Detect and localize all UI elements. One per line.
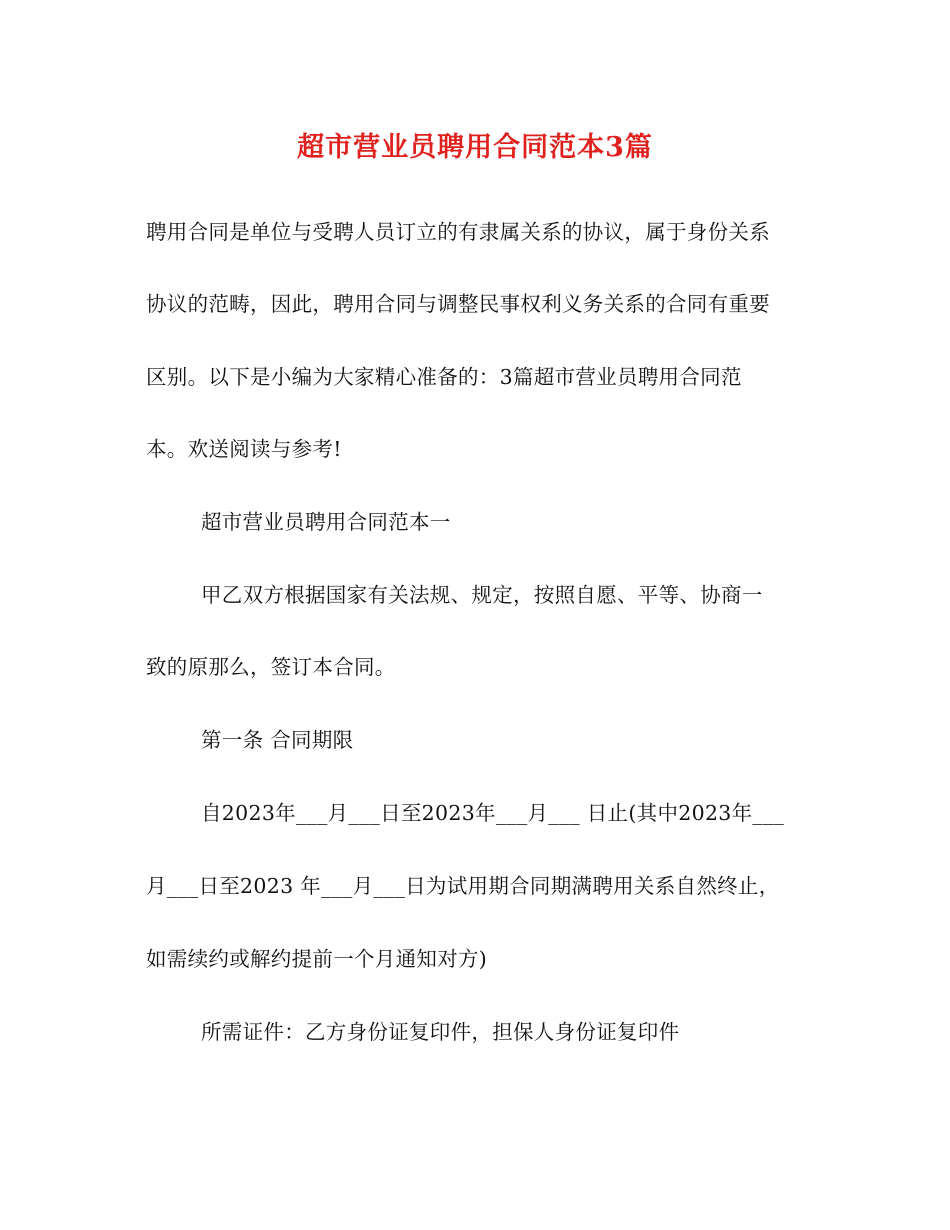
paragraph-line: 所需证件：乙方身份证复印件，担保人身份证复印件: [201, 1020, 680, 1044]
paragraph-line: 区别。以下是小编为大家精心准备的：3篇超市营业员聘用合同范: [146, 365, 742, 389]
paragraph-line: 甲乙双方根据国家有关法规、规定，按照自愿、平等、协商一: [201, 583, 763, 607]
paragraph-line: 本。欢送阅读与参考!: [146, 437, 342, 461]
paragraph-line: 如需续约或解约提前一个月通知对方): [146, 947, 488, 971]
paragraph-line: 协议的范畴，因此，聘用合同与调整民事权利义务关系的合同有重要: [146, 292, 770, 316]
paragraph-line: 自2023年___月___日至2023年___月___ 日止(其中2023年___: [201, 801, 785, 825]
article-heading: 第一条 合同期限: [201, 728, 354, 752]
paragraph-line: 月___日至2023 年___月___日为试用期合同期满聘用关系自然终止，: [146, 874, 780, 898]
paragraph-line: 致的原那么，签订本合同。: [146, 655, 396, 679]
paragraph-line: 聘用合同是单位与受聘人员订立的有隶属关系的协议，属于身份关系: [146, 220, 770, 244]
section-heading: 超市营业员聘用合同范本一: [201, 510, 451, 534]
document-title: 超市营业员聘用合同范本3篇: [297, 132, 653, 163]
